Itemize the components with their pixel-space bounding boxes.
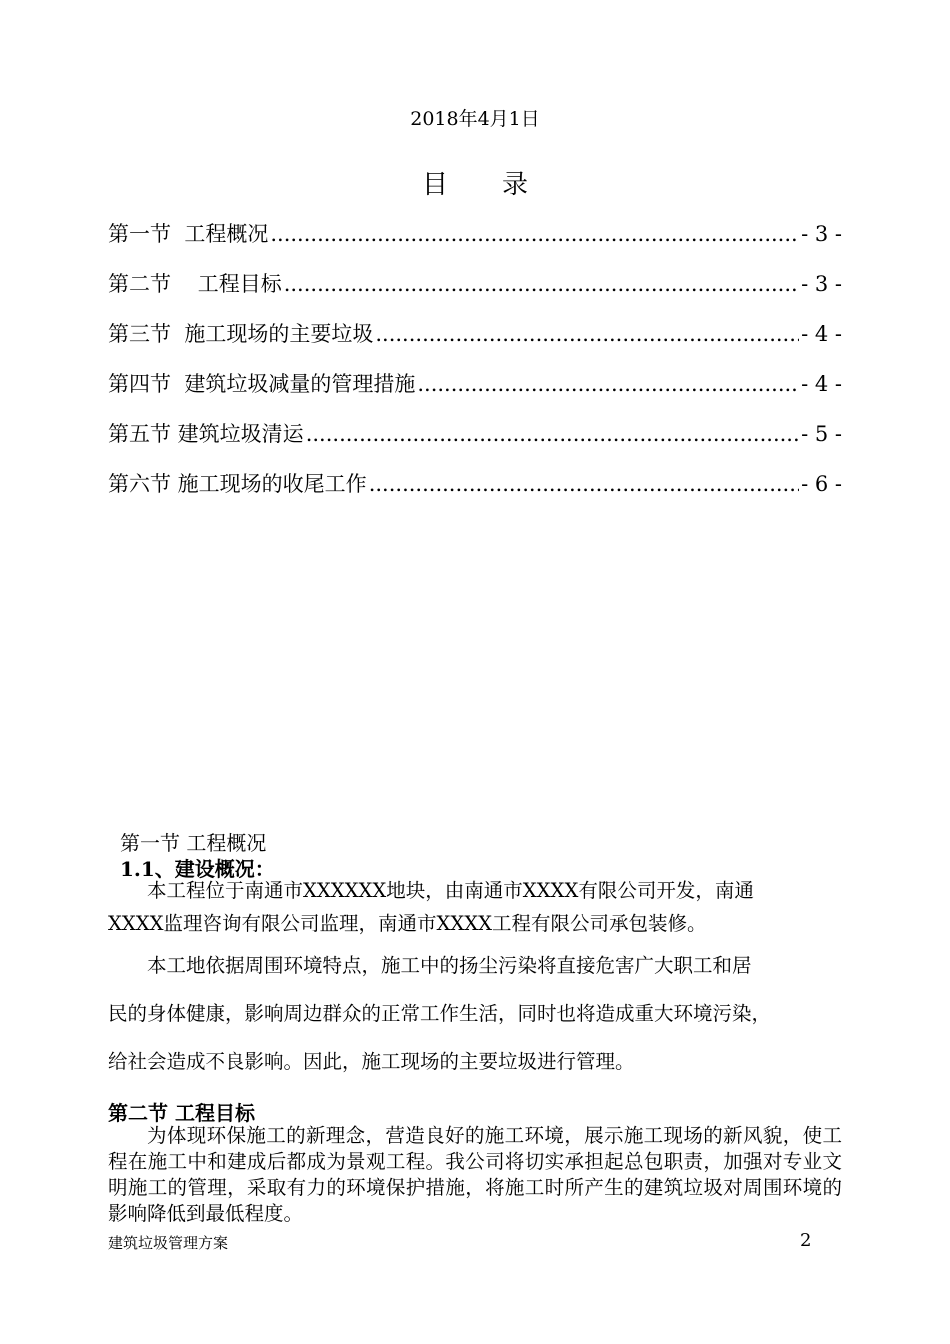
section1-para2-line1: 本工地依据周围环境特点，施工中的扬尘污染将直接危害广大职工和居: [147, 954, 752, 977]
toc-entry-title: 第四节 建筑垃圾减量的管理措施: [108, 372, 416, 396]
document-date: 2018年4月1日: [410, 108, 540, 130]
toc-entry[interactable]: [108, 468, 842, 498]
toc-leader-dots: [270, 222, 799, 246]
toc-entry[interactable]: [108, 368, 842, 398]
toc-entry-page: - 4 -: [801, 372, 842, 396]
footer-doc-title: 建筑垃圾管理方案: [108, 1234, 229, 1252]
toc-leader-dots: [375, 322, 799, 346]
toc-entry-title: 第六节 施工现场的收尾工作: [108, 472, 367, 496]
toc-entry-page: - 4 -: [801, 322, 842, 346]
toc-entry-page: - 6 -: [801, 472, 842, 496]
toc-entry[interactable]: [108, 318, 842, 348]
toc-leader-dots: [284, 272, 799, 296]
toc-leader-dots: [369, 472, 799, 496]
toc-leader-dots: [417, 372, 799, 396]
toc-entry-title: 第一节 工程概况: [108, 222, 269, 246]
toc-entry-title: 第五节 建筑垃圾清运: [108, 422, 304, 446]
toc-title: 目录: [421, 170, 582, 200]
toc-entry-title: 第三节 施工现场的主要垃圾: [108, 322, 374, 346]
toc-entry-title: 第二节 工程目标: [108, 272, 282, 296]
section1-para2-line2: 民的身体健康，影响周边群众的正常工作生活，同时也将造成重大环境污染，: [108, 1002, 772, 1025]
section2-heading: 第二节 工程目标: [108, 1101, 255, 1125]
toc-leader-dots: [306, 422, 799, 446]
toc-entry-page: - 3 -: [801, 222, 842, 246]
toc-entry[interactable]: [108, 218, 842, 248]
section1-para1-line2: XXXX监理咨询有限公司监理，南通市XXXX工程有限公司承包装修。: [108, 912, 707, 935]
toc-entry[interactable]: [108, 268, 842, 298]
section1-para2-line3: 给社会造成不良影响。因此，施工现场的主要垃圾进行管理。: [108, 1050, 635, 1073]
toc-entry[interactable]: [108, 418, 842, 448]
footer-page-number: 2: [800, 1230, 812, 1251]
toc-entry-page: - 5 -: [801, 422, 842, 446]
section1-heading: 第一节 工程概况: [120, 831, 267, 855]
section2-paragraph: 为体现环保施工的新理念，营造良好的施工环境，展示施工现场的新风貌，使工程在施工中和建成后都成为景观工程。我公司将切实承担起总包职责，加强对专业文明施工的管理，采取有力的环境保护措施，将施工时所产生的建筑垃圾对周围环境的影响降低到最低程度。: [108, 1124, 842, 1225]
toc-entry-page: - 3 -: [801, 272, 842, 296]
section1-para1-line1: 本工程位于南通市XXXXXX地块，由南通市XXXX有限公司开发，南通: [147, 879, 754, 902]
section1-subheading: 1.1、建设概况：: [120, 857, 275, 881]
